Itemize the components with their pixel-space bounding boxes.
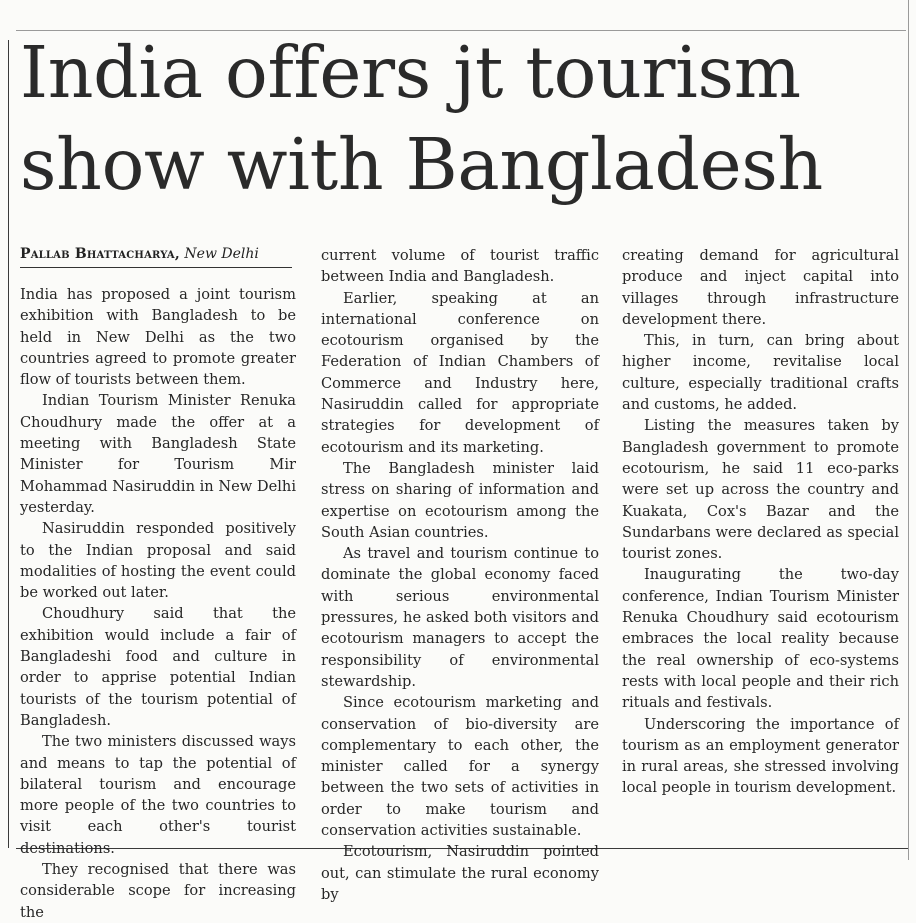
headline bbox=[20, 27, 900, 211]
byline-place: New Delhi bbox=[184, 246, 259, 262]
paragraph: creating demand for agricultural produce and inject capital into villages through infrastructure development there. bbox=[622, 247, 899, 328]
paragraph: Underscoring the importance of tourism as an employment generator in rural areas, she stressed involving local people in tourism development. bbox=[622, 715, 899, 797]
paragraph: Indian Tourism Minister Renuka Choudhury made the offer at a meeting with Bangladesh State Minister for Tourism Mir Mohammad Nasiruddin in New Delhi yesterday. bbox=[20, 392, 296, 516]
paragraph: India has proposed a joint tourism exhibition with Bangladesh to be held in New Delhi as the two countries agreed to promote greater flow of tourists between them. bbox=[20, 286, 296, 389]
paragraph: They recognised that there was considerable scope for increasing the bbox=[20, 861, 296, 921]
paragraph: This, in turn, can bring about higher income, revitalise local culture, especially traditional crafts and customs, he added. bbox=[622, 332, 899, 414]
paragraph: Choudhury said that the exhibition would include a fair of Bangladeshi food and culture in order to apprise potential Indian tourists of the tourism potential of Bangladesh. bbox=[20, 605, 296, 729]
paragraph: As travel and tourism continue to dominate the global economy faced with serious environmental pressures, he asked both visitors and ecotourism managers to accept the responsibility of environmental stewardship. bbox=[321, 545, 599, 690]
left-border-rule bbox=[8, 40, 9, 848]
right-border-rule bbox=[908, 0, 909, 860]
headline-line-2: show with Bangladesh bbox=[20, 123, 823, 206]
article-column-2 bbox=[321, 245, 599, 905]
paragraph: current volume of tourist traffic between India and Bangladesh. bbox=[321, 247, 599, 286]
paragraph: The Bangladesh minister laid stress on sharing of information and expertise on ecotourism among the South Asian countries. bbox=[321, 459, 599, 541]
article-column-3 bbox=[622, 245, 899, 799]
paragraph: Ecotourism, Nasiruddin pointed out, can stimulate the rural economy by bbox=[321, 843, 599, 903]
paragraph: The two ministers discussed ways and means to tap the potential of bilateral tourism and encourage more people of the two countries to visit each other's tourist destinations. bbox=[20, 733, 296, 857]
paragraph: Listing the measures taken by Bangladesh government to promote ecotourism, he said 11 eco-parks were set up across the country and Kuakata, Cox's Bazar and the Sundarbans were declared as special tourist zones. bbox=[622, 417, 899, 563]
byline bbox=[20, 244, 292, 268]
article-column-1 bbox=[20, 284, 296, 923]
paragraph: Since ecotourism marketing and conservation of bio-diversity are complementary to each other, the minister called for a synergy between the two sets of activities in order to make tourism and conservation activities sustainable. bbox=[321, 694, 599, 840]
paragraph: Nasiruddin responded positively to the Indian proposal and said modalities of hosting the event could be worked out later. bbox=[20, 520, 296, 602]
headline-line-1: India offers jt tourism bbox=[20, 31, 801, 114]
byline-author: Pallab Bhattacharya, bbox=[20, 246, 180, 262]
paragraph: Earlier, speaking at an international conference on ecotourism organised by the Federation of Indian Chambers of Commerce and Industry here, Nasiruddin called for appropriate strategies for development of ecotourism and its marketing. bbox=[321, 289, 599, 456]
paragraph: Inaugurating the two-day conference, Indian Tourism Minister Renuka Choudhury said ecotourism embraces the local reality because the real ownership of eco-systems rests with local people and their rich rituals and festivals. bbox=[622, 566, 899, 712]
